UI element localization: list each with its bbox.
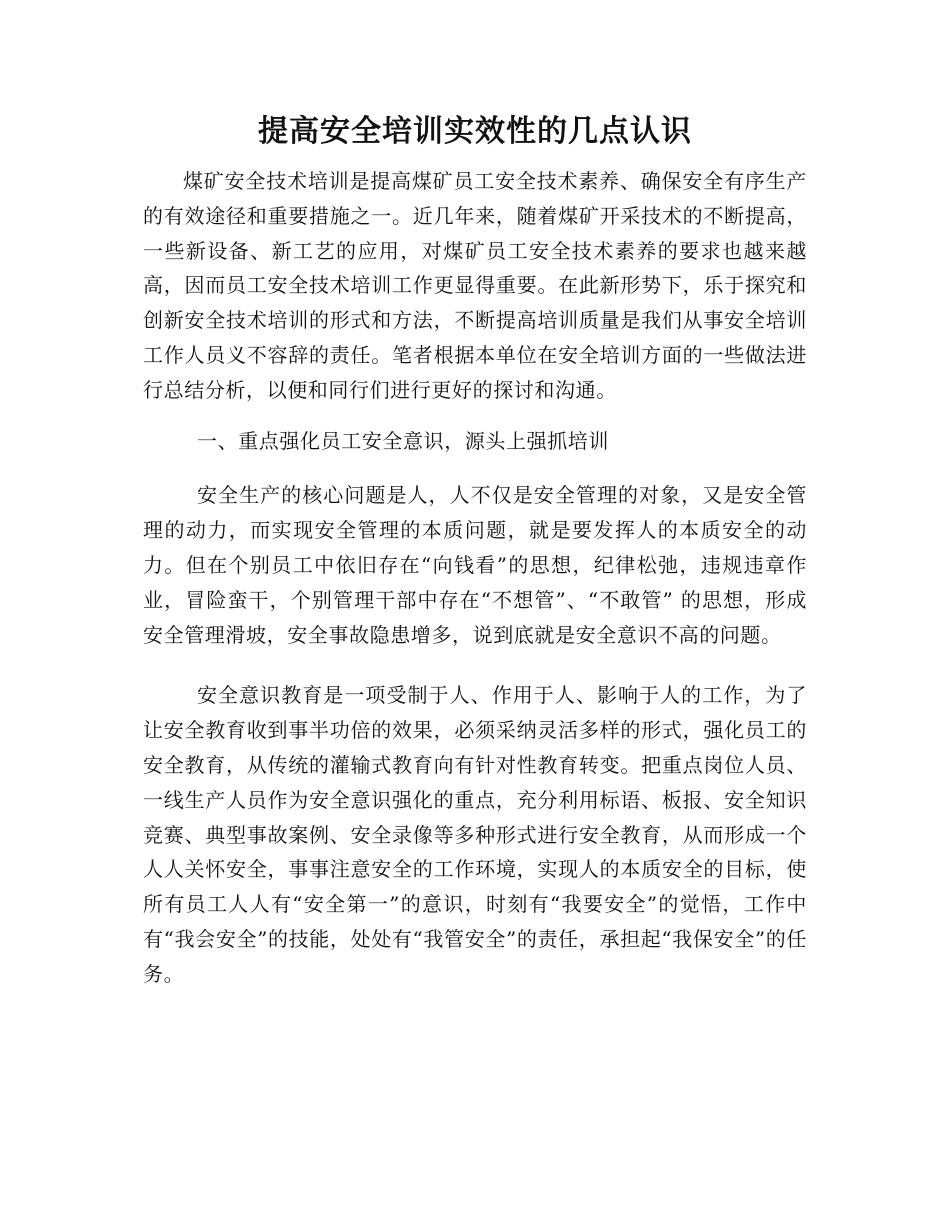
document-body (143, 164, 807, 992)
document-title: 提高安全培训实效性的几点认识 (258, 114, 692, 149)
intro-paragraph: 煤矿安全技术培训是提高煤矿员工安全技术素养、确保安全有序生产的有效途径和重要措施之一。近几年来，随着煤矿开采技术的不断提高，一些新设备、新工艺的应用，对煤矿员工安全技术素养的要求也越来越高，因而员工安全技术培训工作更显得重要。在此新形势下，乐于探究和创新安全技术培训的形式和方法，不断提高培训质量是我们从事安全培训工作人员义不容辞的责任。笔者根据本单位在安全培训方面的一些做法进行总结分析，以便和同行们进行更好的探讨和沟通。 (143, 169, 807, 402)
body-paragraph-2: 安全生产的核心问题是人，人不仅是安全管理的对象，又是安全管理的动力，而实现安全管理的本质问题，就是要发挥人的本质安全的动力。但在个别员工中依旧存在“向钱看”的思想，纪律松弛，违规违章作业，冒险蛮干，个别管理干部中存在“不想管”、“不敢管” 的思想，形成安全管理滑坡，安全事故隐患增多，说到底就是安全意识不高的问题。 (143, 483, 807, 647)
section-heading-1: 一、重点强化员工安全意识，源头上强抓培训 (197, 428, 609, 453)
body-paragraph-3: 安全意识教育是一项受制于人、作用于人、影响于人的工作，为了让安全教育收到事半功倍的效果，必须采纳灵活多样的形式，强化员工的安全教育，从传统的灌输式教育向有针对性教育转变。把重点岗位人员、一线生产人员作为安全意识强化的重点，充分利用标语、板报、安全知识竞赛、典型事故案例、安全录像等多种形式进行安全教育，从而形成一个人人关怀安全，事事注意安全的工作环境，实现人的本质安全的目标，使所有员工人人有“安全第一”的意识，时刻有“我要安全”的觉悟，工作中有“我会安全”的技能，处处有“我管安全”的责任，承担起“我保安全”的任务。 (143, 683, 807, 986)
